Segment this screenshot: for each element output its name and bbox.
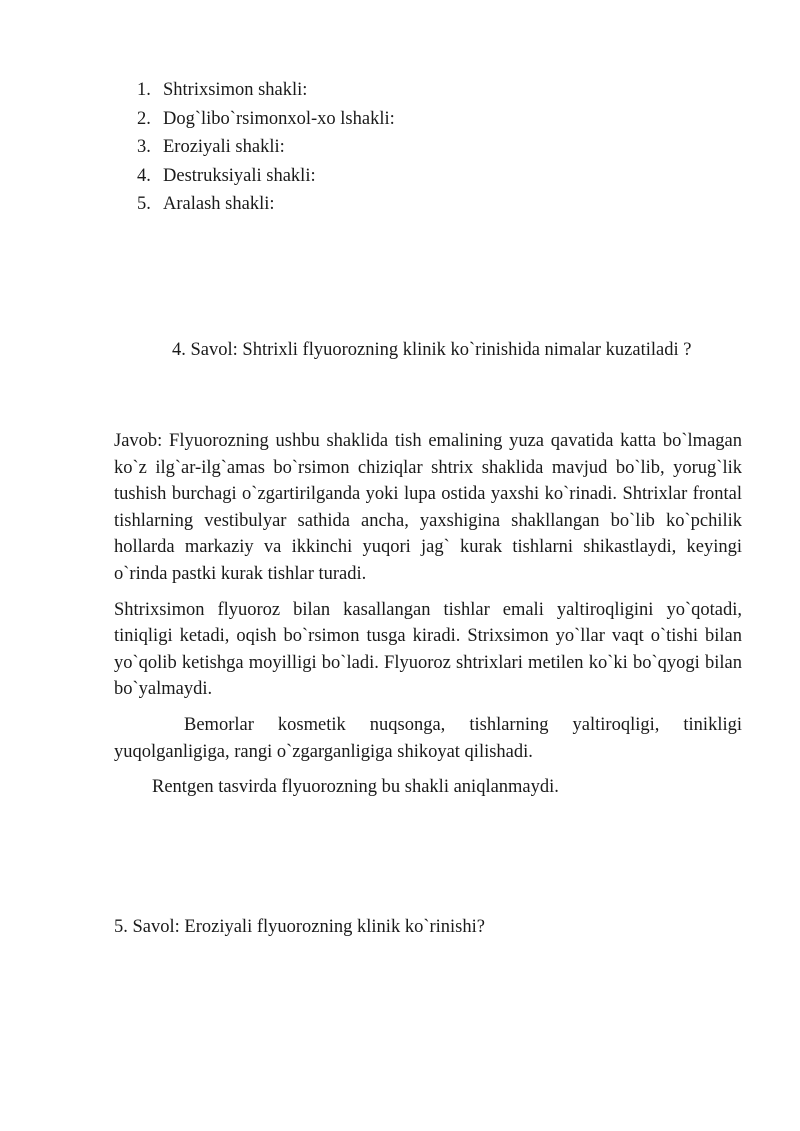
answer-paragraph-4: Rentgen tasvirda flyuorozning bu shakli aniqlanmaydi. [152, 777, 559, 798]
list-item [137, 133, 395, 162]
list-item-text: Destruksiyali shakli: [163, 165, 316, 186]
question-4-heading: 4. Savol: Shtrixli flyuorozning klinik ko`rinishida nimalar kuzatiladi ? [172, 340, 692, 360]
list-item-text: Dog`libo`rsimonxol-xo lshakli: [163, 108, 395, 129]
answer-paragraph-1: Javob: Flyuorozning ushbu shaklida tish emalining yuza qavatida katta bo`lmagan ko`z ilg`ar-ilg`amas bo`rsimon chiziqlar shtrix shaklida mavjud bo`lib, yorug`lik tushish burchagi o`zgartirilganda yoki lupa ostida yaxshi ko`rinadi. Shtrixlar frontal tishlarning vestibulyar sathida ancha, yaxshigina shakllangan bo`lib ko`pchilik hollarda markaziy va ikkinchi yuqori jag` kurak tishlarni shikastlaydi, keyingi o`rinda pastki kurak tishlar turadi. [114, 431, 742, 584]
forms-list [137, 76, 395, 219]
answer-paragraph-2: Shtrixsimon flyuoroz bilan kasallangan tishlar emali yaltiroqligini yo`qotadi, tiniqligi ketadi, oqish bo`rsimon tusga kiradi. Strixsimon yo`llar vaqt o`tishi bilan yo`qolib ketishga moyilligi bo`ladi. Flyuoroz shtrixlari metilen ko`ki bo`qyogi bilan bo`yalmaydi. [114, 599, 742, 700]
list-item-number: 3. [137, 137, 151, 157]
answer-paragraph-3: Bemorlar kosmetik nuqsonga, tishlarning yaltiroqligi, tinikligi yuqolganligiga, rangi o`zgarganligiga shikoyat qilishadi. [114, 714, 742, 762]
list-item-number: 5. [137, 194, 151, 214]
list-item [137, 76, 395, 105]
question-5-heading: 5. Savol: Eroziyali flyuorozning klinik ko`rinishi? [114, 917, 485, 937]
list-item-number: 4. [137, 165, 151, 186]
list-item-number: 1. [137, 80, 151, 100]
answer-section [114, 428, 742, 801]
list-item [137, 190, 395, 219]
list-item-text: Eroziyali shakli: [163, 137, 285, 157]
list-item-text: Aralash shakli: [163, 194, 275, 214]
list-item [137, 162, 395, 191]
list-item-number: 2. [137, 108, 151, 129]
list-item-text: Shtrixsimon shakli: [163, 80, 308, 100]
list-item [137, 105, 395, 134]
